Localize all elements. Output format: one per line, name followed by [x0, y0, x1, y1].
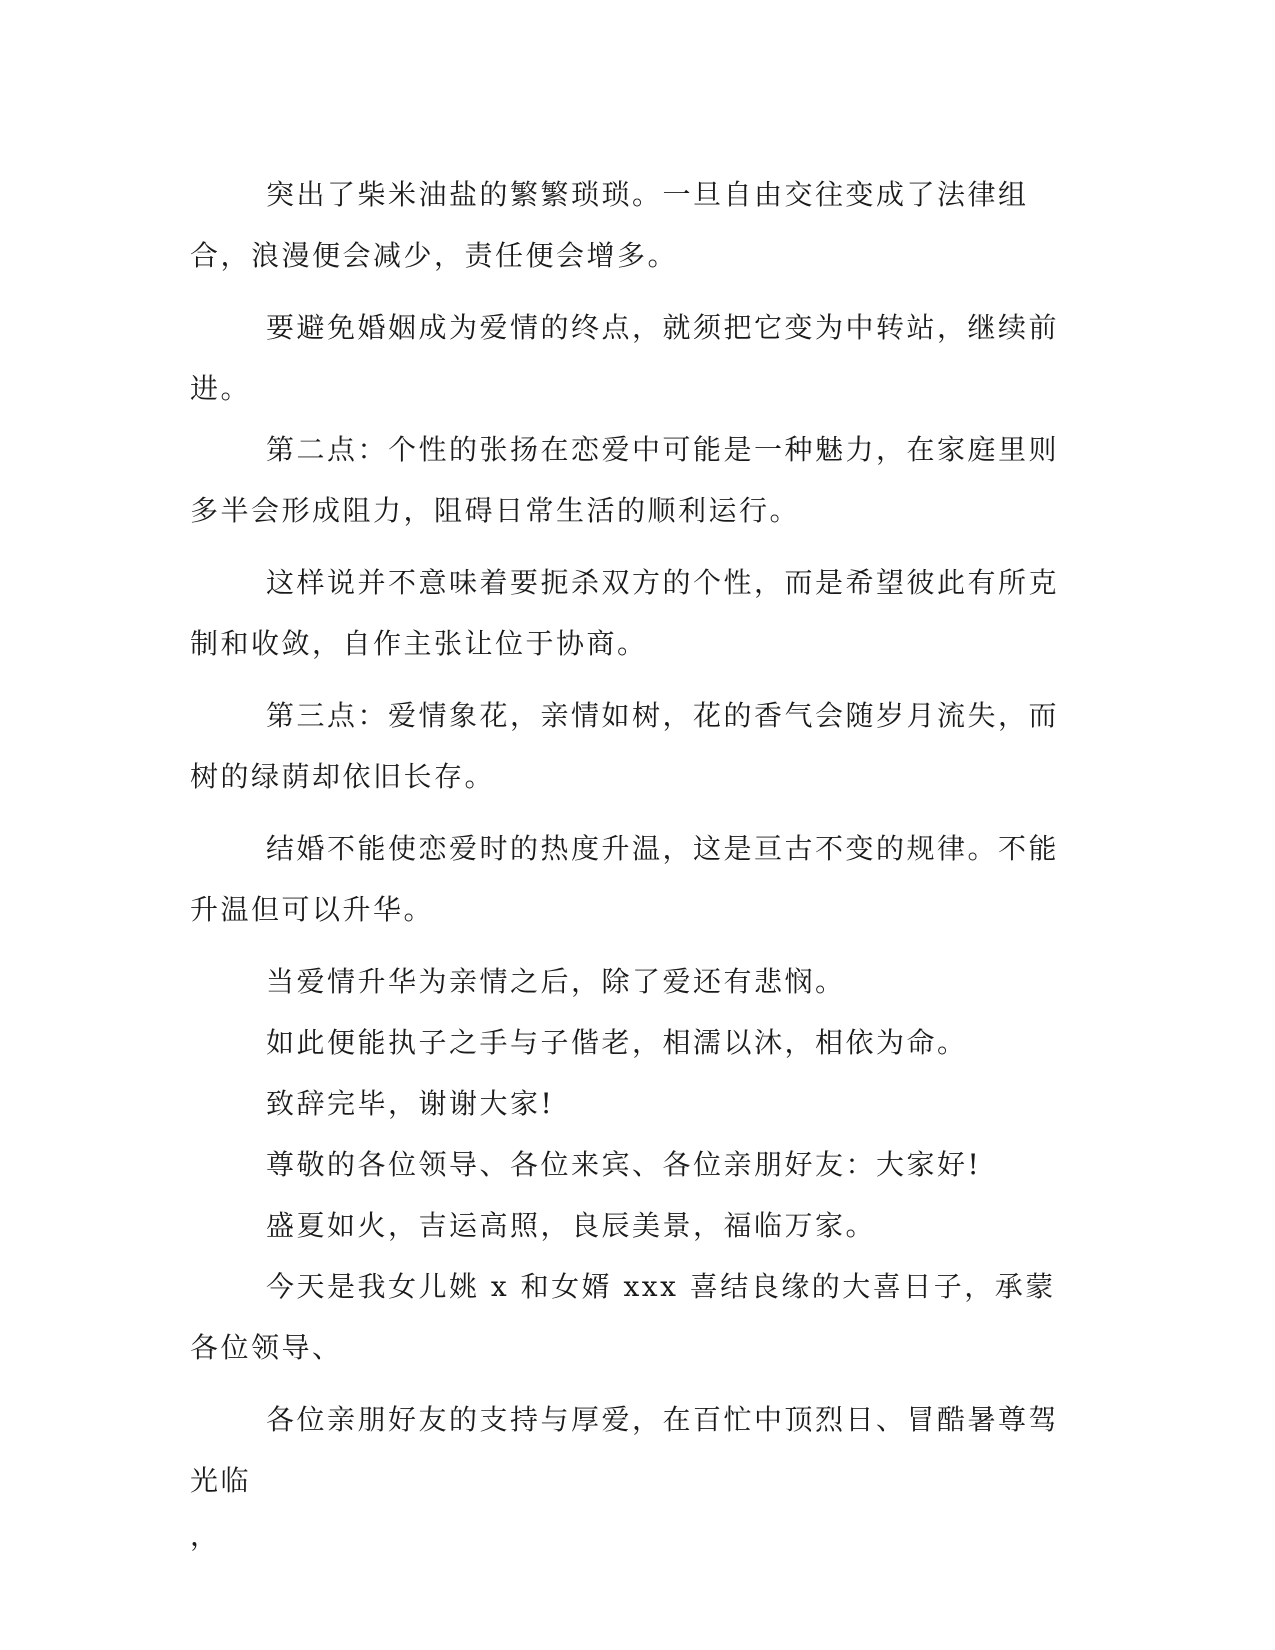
paragraph-8: 如此便能执子之手与子偕老，相濡以沐，相依为命。: [266, 1026, 968, 1059]
paragraph-1: 突出了柴米油盐的繁繁琐琐。一旦自由交往变成了法律组合，浪漫便会减少，责任便会增多。: [190, 178, 1029, 272]
paragraph-3: 第二点：个性的张扬在恋爱中可能是一种魅力，在家庭里则多半会形成阻力，阻碍日常生活的顺利运行。: [190, 433, 1060, 527]
document-body: [190, 164, 1080, 1561]
paragraph-2: 要避免婚姻成为爱情的终点，就须把它变为中转站，继续前进。: [190, 311, 1060, 405]
trailing-comma: ，: [190, 1519, 221, 1552]
paragraph-13: 各位亲朋好友的支持与厚爱，在百忙中顶烈日、冒酷暑尊驾光临: [190, 1403, 1060, 1497]
paragraph-5: 第三点：爱情象花，亲情如树，花的香气会随岁月流失，而树的绿荫却依旧长存。: [190, 699, 1060, 793]
paragraph-12: 今天是我女儿姚 x 和女婿 xxx 喜结良缘的大喜日子，承蒙各位领导、: [190, 1270, 1056, 1364]
paragraph-11: 盛夏如火，吉运高照，良辰美景，福临万家。: [266, 1209, 877, 1242]
paragraph-9: 致辞完毕，谢谢大家!: [266, 1087, 555, 1120]
paragraph-7: 当爱情升华为亲情之后，除了爱还有悲悯。: [266, 965, 846, 998]
paragraph-4: 这样说并不意味着要扼杀双方的个性，而是希望彼此有所克制和收敛，自作主张让位于协商。: [190, 566, 1060, 660]
paragraph-6: 结婚不能使恋爱时的热度升温，这是亘古不变的规律。不能升温但可以升华。: [190, 832, 1060, 926]
paragraph-10: 尊敬的各位领导、各位来宾、各位亲朋好友：大家好!: [266, 1148, 982, 1181]
